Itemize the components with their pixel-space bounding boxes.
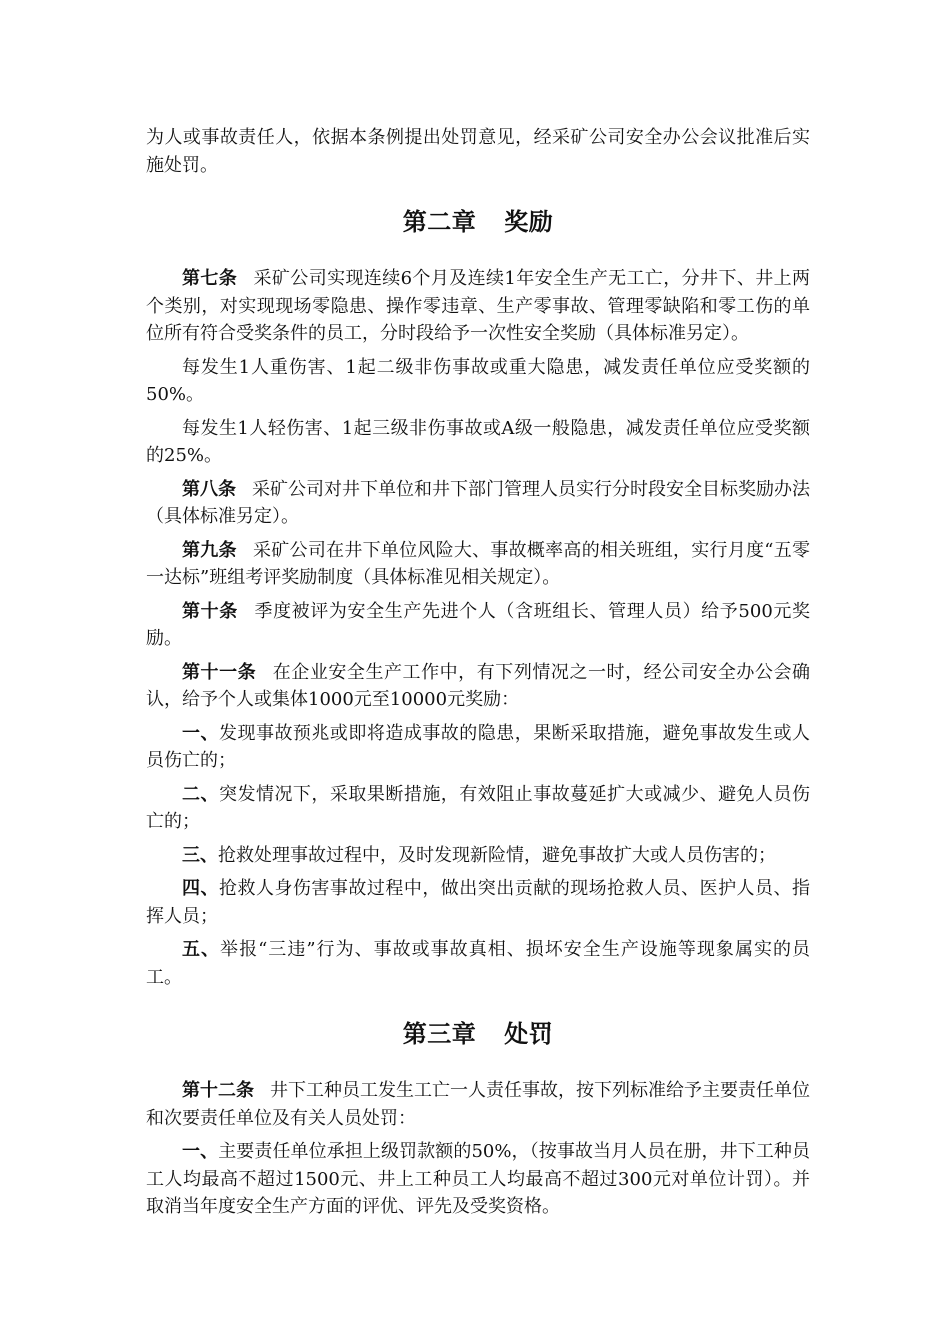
intro-paragraph: 为人或事故责任人，依据本条例提出处罚意见，经采矿公司安全办公会议批准后实施处罚。	[146, 127, 810, 176]
article-8-text: 采矿公司对井下单位和井下部门管理人员实行分时段安全目标奖励办法（具体标准另定）。	[146, 478, 810, 527]
item-marker: 五、	[182, 939, 221, 960]
item-text: 抢救人身伤害事故过程中，做出突出贡献的现场抢救人员、医护人员、指挥人员；	[146, 878, 811, 927]
article-10	[146, 598, 810, 653]
article-8-lead: 第八条	[182, 478, 236, 500]
item-marker: 一、	[182, 722, 219, 744]
article-12	[146, 1077, 810, 1132]
article-10-text: 季度被评为安全生产先进个人（含班组长、管理人员）给予500元奖励。	[146, 600, 810, 649]
chapter-2-title: 奖励	[504, 207, 554, 236]
chapter-2-heading	[146, 205, 810, 239]
article-8	[146, 476, 810, 531]
article-12-text: 井下工种员工发生工亡一人责任事故，按下列标准给予主要责任单位和次要责任单位及有关人员处罚：	[146, 1080, 810, 1129]
article-10-lead: 第十条	[182, 600, 238, 622]
article-9-text: 采矿公司在井下单位风险大、事故概率高的相关班组，实行月度“五零一达标”班组考评奖励制度（具体标准见相关规定）。	[146, 539, 811, 588]
article-11-text: 在企业安全生产工作中，有下列情况之一时，经公司安全办公会确认，给予个人或集体1000元至10000元奖励：	[146, 661, 811, 710]
article-11-item-4	[146, 875, 810, 930]
item-marker: 一、	[182, 1141, 219, 1162]
chapter-3-heading	[146, 1017, 810, 1051]
item-marker: 四、	[182, 878, 219, 899]
chapter-2-number: 第二章	[402, 207, 477, 236]
article-7-text: 采矿公司实现连续6个月及连续1年安全生产无工亡，分井下、井上两个类别，对实现现场零隐患、操作零违章、生产零事故、管理零缺陷和零工伤的单位所有符合受奖条件的员工，分时段给予一次性安全奖励（具体标准另定）。	[146, 268, 810, 344]
item-marker: 二、	[182, 783, 219, 805]
item-text: 发现事故预兆或即将造成事故的隐患，果断采取措施，避免事故发生或人员伤亡的；	[146, 722, 811, 771]
article-11	[146, 659, 810, 714]
item-text: 突发情况下，采取果断措施，有效阻止事故蔓延扩大或减少、避免人员伤亡的；	[146, 783, 811, 832]
article-9-lead: 第九条	[182, 539, 237, 561]
article-7	[146, 265, 810, 348]
item-text: 主要责任单位承担上级罚款额的50%，（按事故当月人员在册，井下工种员工人均最高不超过1500元、井上工种员工人均最高不超过300元对单位计罚）。并取消当年度安全生产方面的评优、评先及受奖资格。	[146, 1141, 810, 1217]
item-text: 举报“三违”行为、事故或事故真相、损坏安全生产设施等现象属实的员工。	[146, 939, 811, 988]
item-marker: 三、	[182, 844, 218, 866]
article-12-item-1	[146, 1138, 810, 1221]
article-11-item-5	[146, 936, 810, 991]
item-text: 抢救处理事故过程中，及时发现新险情，避免事故扩大或人员伤害的；	[218, 844, 776, 866]
chapter-3-number: 第三章	[402, 1019, 477, 1048]
chapter-3-title: 处罚	[504, 1019, 554, 1048]
article-11-item-2	[146, 781, 810, 836]
article-9	[146, 537, 810, 592]
article-12-lead: 第十二条	[182, 1080, 254, 1101]
article-7-lead: 第七条	[182, 268, 238, 289]
article-11-item-1	[146, 720, 810, 775]
article-7-para-3: 每发生1人轻伤害、1起三级非伤事故或A级一般隐患，减发责任单位应受奖额的25%。	[146, 417, 810, 466]
document-page	[146, 124, 810, 1227]
article-11-lead: 第十一条	[182, 661, 257, 683]
article-11-item-3	[146, 842, 810, 870]
article-7-para-2: 每发生1人重伤害、1起二级非伤事故或重大隐患，减发责任单位应受奖额的50%。	[146, 356, 810, 405]
